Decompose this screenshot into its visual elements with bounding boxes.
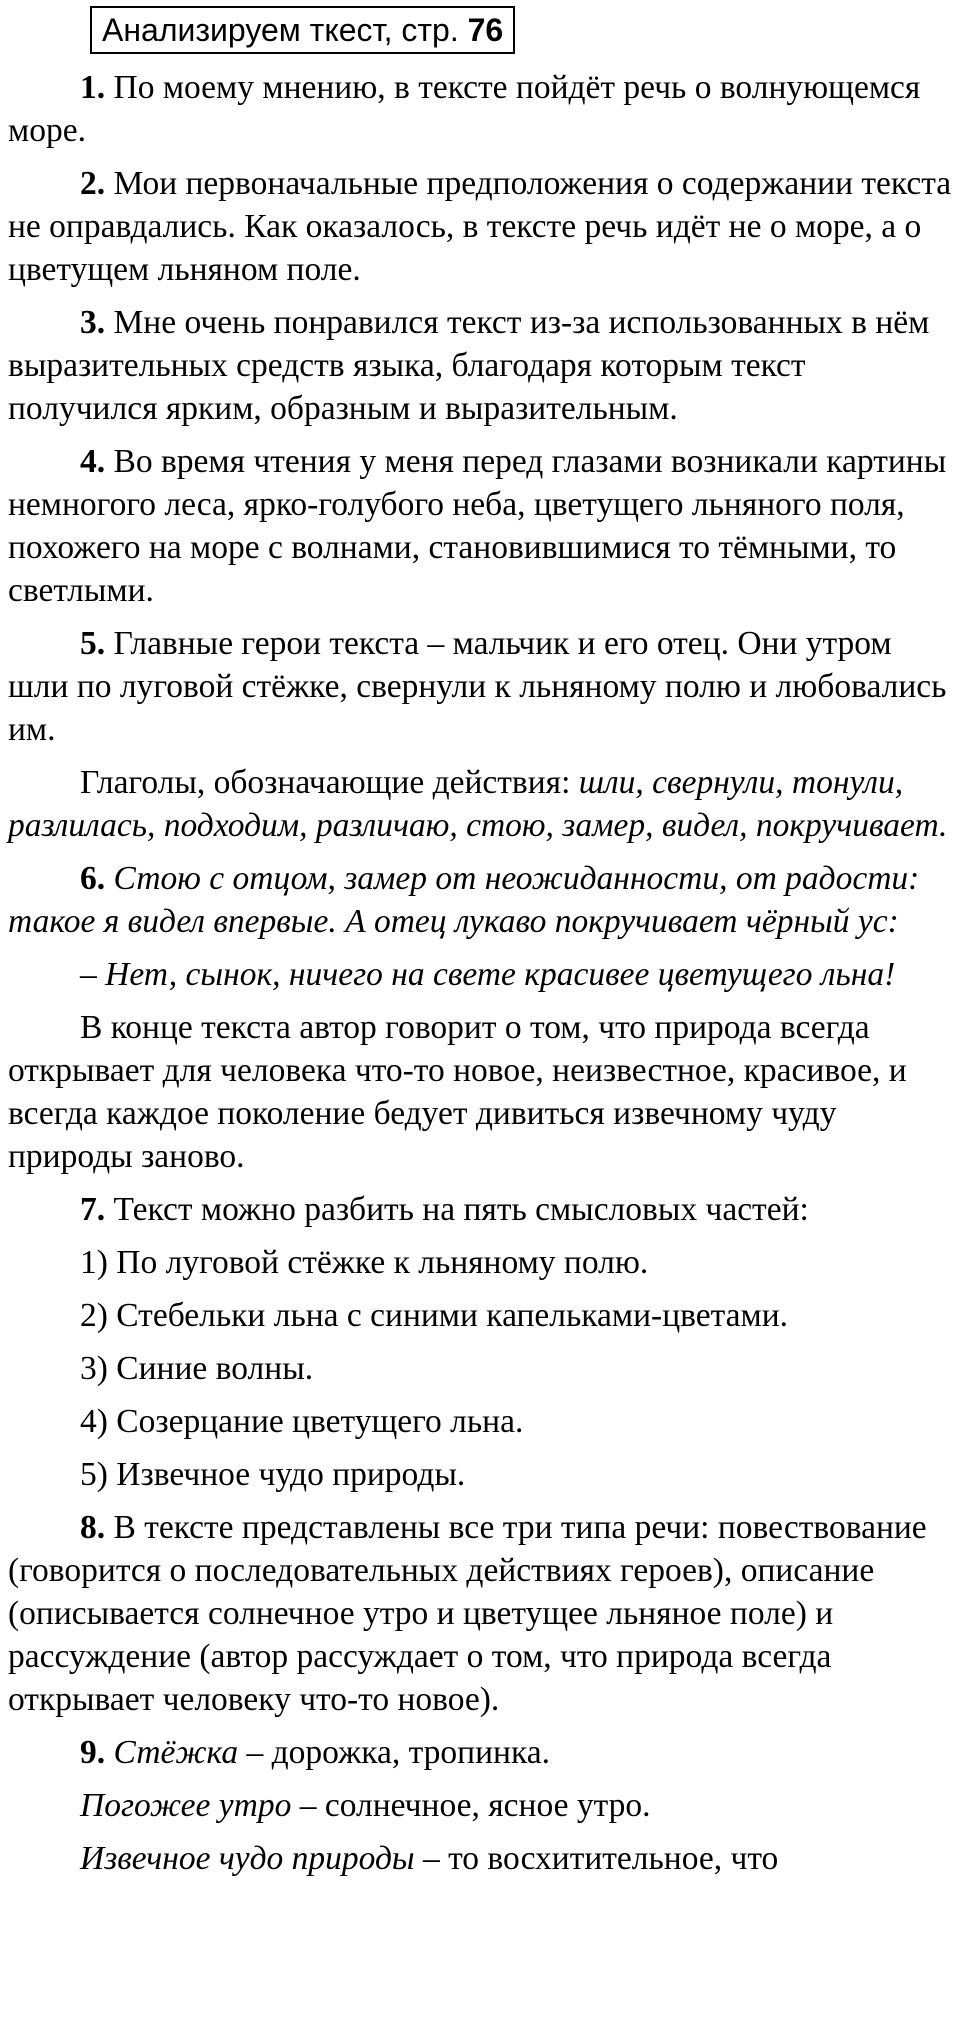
definition: – солнечное, ясное утро. [291,1787,651,1824]
answer-9 [8,1731,958,1774]
answer-text: Стою с отцом, замер от неожиданности, от радости: такое я видел впервые. А отец лукаво покручивает чёрный ус: [8,860,920,940]
part-item: 4) Созерцание цветущего льна. [80,1403,524,1440]
answer-3 [8,301,958,430]
part-item: 1) По луговой стёжке к льняному полю. [80,1244,649,1281]
verbs-paragraph [8,761,958,847]
verbs-list: шли, свернули, тонули, разлилась, подходим, различаю, стою, замер, видел, покручивает. [8,764,948,844]
part-item: 5) Извечное чудо природы. [80,1456,466,1493]
answer-text: Мои первоначальные предположения о содержании текста не оправдались. Как оказалось, в тексте речь идёт не о море, а о цветущем льняном поле. [8,165,952,288]
term: Погожее утро [80,1787,292,1824]
definition: – то восхитительное, что [414,1840,779,1877]
quote-paragraph [8,953,958,996]
answer-number: 9. [80,1734,106,1771]
answer-8 [8,1506,958,1721]
term-paragraph [8,1837,958,1880]
answer-number: 2. [80,165,106,202]
answer-2 [8,162,958,291]
part-item: 3) Синие волны. [80,1350,314,1387]
answer-number: 6. [80,860,106,897]
verbs-lead: Глаголы, обозначающие действия: [80,764,579,801]
term: Извечное чудо природы [80,1840,415,1877]
part-item: 2) Стебельки льна с синими капельками-цветами. [80,1297,789,1334]
term-paragraph [8,1784,958,1827]
answer-text: По моему мнению, в тексте пойдёт речь о волнующемся море. [8,69,921,149]
header-label: Анализируем ткест, стр. [102,12,459,48]
quote-text: – Нет, сынок, ничего на свете красивее цветущего льна! [80,956,896,993]
answer-1 [8,66,958,152]
answer-number: 5. [80,625,106,662]
answer-4 [8,440,958,612]
answer-text: Главные герои текста – мальчик и его отец. Они утром шли по луговой стёжке, свернули к льняному полю и любовались им. [8,625,947,748]
answers-content [8,66,958,1890]
conclusion-paragraph [8,1006,958,1178]
answer-text: Текст можно разбить на пять смысловых частей: [105,1191,809,1228]
conclusion-text: В конце текста автор говорит о том, что природа всегда открывает для человека что-то новое, неизвестное, красивое, и всегда каждое поколение бедует дивиться извечному чуду природы заново. [8,1009,907,1175]
term: Стёжка [105,1734,239,1771]
definition: – дорожка, тропинка. [238,1734,550,1771]
answer-number: 3. [80,304,106,341]
section-header [90,6,515,54]
answer-text: В тексте представлены все три типа речи: повествование (говорится о последовательных действиях героев), описание (описывается солнечное утро и цветущее льняное поле) и рассуждение (автор рассуждает о том, что природа всегда открывает человеку что-то новое). [8,1509,927,1718]
answer-number: 1. [80,69,106,106]
answer-number: 8. [80,1509,106,1546]
answer-5 [8,622,958,751]
answer-7 [8,1188,958,1231]
header-page-number: 76 [467,12,504,48]
answer-number: 4. [80,443,106,480]
answer-text: Мне очень понравился текст из-за использованных в нём выразительных средств языка, благодаря которым текст получился ярким, образным и выразительным. [8,304,930,427]
answer-6 [8,857,958,943]
answer-text: Во время чтения у меня перед глазами возникали картины немногого леса, ярко-голубого неба, цветущего льняного поля, похожего на море с волнами, становившимися то тёмными, то светлыми. [8,443,947,609]
answer-number: 7. [80,1191,106,1228]
